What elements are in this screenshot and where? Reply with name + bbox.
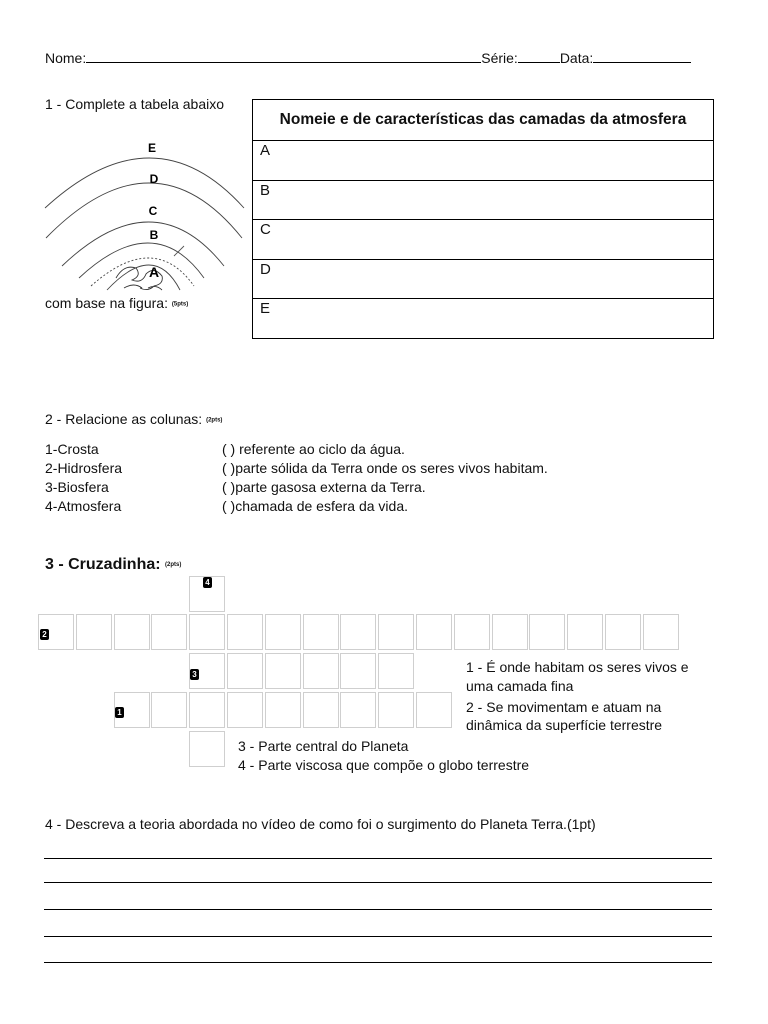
crossword-cell[interactable]	[114, 614, 150, 650]
data-label: Data:	[559, 50, 594, 66]
crossword-cell[interactable]	[378, 653, 414, 689]
crossword-cell[interactable]	[151, 692, 187, 728]
crossword-cell[interactable]	[227, 653, 263, 689]
crossword-cell[interactable]	[340, 614, 376, 650]
match-right-1[interactable]: ( ) referente ao ciclo da água.	[222, 441, 405, 457]
table-header: Nomeie e de características das camadas da atmosfera	[253, 100, 714, 141]
clue-2-line-1: 2 - Se movimentam e atuam na	[466, 699, 662, 715]
match-left-1: 1-Crosta	[45, 441, 99, 457]
diagram-label-d: D	[149, 172, 159, 186]
crossword-cell[interactable]	[378, 614, 414, 650]
table-row-d[interactable]: D	[253, 259, 714, 299]
diagram-label-c: C	[148, 204, 158, 218]
crossword-number-2: 2	[40, 629, 49, 640]
nome-label: Nome:	[45, 50, 87, 66]
crossword-cell[interactable]	[567, 614, 603, 650]
crossword-cell[interactable]	[265, 614, 301, 650]
diagram-label-e: E	[147, 141, 157, 155]
q2-title-row	[45, 411, 222, 427]
crossword-cell[interactable]	[227, 692, 263, 728]
match-row-4	[45, 498, 408, 514]
table-row-b[interactable]: B	[253, 180, 714, 220]
diagram-label-a: A	[148, 264, 160, 280]
crossword-number-4: 4	[203, 577, 212, 588]
diagram-label-b: B	[149, 228, 159, 242]
crossword-cell[interactable]	[416, 692, 452, 728]
crossword-cell[interactable]	[265, 653, 301, 689]
table-row-a[interactable]: A	[253, 141, 714, 181]
layer-d-arc	[46, 183, 242, 238]
crossword-cell[interactable]	[227, 614, 263, 650]
q2-points: (2pts)	[206, 417, 223, 424]
crossword-cell[interactable]	[340, 692, 376, 728]
match-right-3[interactable]: ( )parte gasosa externa da Terra.	[222, 479, 426, 495]
student-header	[45, 48, 715, 66]
crossword-number-1: 1	[115, 707, 124, 718]
table-row-e[interactable]: E	[253, 299, 714, 339]
q1-points: (5pts)	[171, 301, 189, 308]
crossword-cell[interactable]	[189, 692, 225, 728]
serie-field[interactable]	[518, 48, 560, 63]
clue-4: 4 - Parte viscosa que compõe o globo terrestre	[238, 757, 530, 773]
answer-line-5[interactable]	[44, 962, 712, 963]
q3-title-row	[45, 556, 181, 574]
crossword-cell[interactable]	[265, 692, 301, 728]
match-left-4: 4-Atmosfera	[45, 498, 122, 514]
q1-subtitle	[45, 295, 188, 311]
crossword-cell[interactable]	[303, 614, 339, 650]
match-row-3	[45, 479, 426, 495]
crossword-number-3: 3	[190, 669, 199, 680]
serie-label: Série:	[481, 50, 518, 66]
table-row-c[interactable]: C	[253, 220, 714, 260]
q2-title: 2 - Relacione as colunas:	[45, 411, 203, 427]
answer-line-2[interactable]	[44, 882, 712, 883]
clue-1-line-2: uma camada fina	[466, 678, 574, 694]
layer-b-inner-arc	[91, 258, 194, 286]
q1-title: 1 - Complete a tabela abaixo	[45, 96, 224, 112]
clue-3: 3 - Parte central do Planeta	[238, 738, 409, 754]
match-row-1	[45, 441, 405, 457]
match-left-3: 3-Biosfera	[45, 479, 109, 495]
match-right-4[interactable]: ( )chamada de esfera da vida.	[222, 498, 408, 514]
match-right-2[interactable]: ( )parte sólida da Terra onde os seres vivos habitam.	[222, 460, 548, 476]
crossword-cell[interactable]	[303, 653, 339, 689]
atmosphere-layers-diagram	[44, 138, 249, 294]
crossword-cell[interactable]	[151, 614, 187, 650]
answer-line-3[interactable]	[44, 909, 712, 910]
crossword-cell[interactable]	[189, 731, 225, 767]
crossword-cell[interactable]	[643, 614, 679, 650]
crossword-cell[interactable]	[605, 614, 641, 650]
crossword-cell[interactable]	[303, 692, 339, 728]
atmosphere-layers-table	[252, 99, 714, 339]
crossword-cell[interactable]	[416, 614, 452, 650]
match-row-2	[45, 460, 548, 476]
crossword-cell[interactable]	[492, 614, 528, 650]
layer-c-arc	[62, 222, 224, 266]
match-left-2: 2-Hidrosfera	[45, 460, 123, 476]
answer-line-4[interactable]	[44, 936, 712, 937]
clue-2-line-2: dinâmica da superfície terrestre	[466, 717, 663, 733]
crossword-cell[interactable]	[340, 653, 376, 689]
q1-subtitle-text: com base na figura:	[45, 295, 168, 311]
q3-points: (2pts)	[165, 561, 182, 568]
crossword-cell[interactable]	[76, 614, 112, 650]
crossword-cell[interactable]	[529, 614, 565, 650]
q4-title: 4 - Descreva a teoria abordada no vídeo de como foi o surgimento do Planeta Terra.(1pt)	[45, 816, 596, 832]
earth-outline	[107, 265, 180, 290]
crossword-cell[interactable]	[189, 614, 225, 650]
layer-b-arc	[79, 243, 204, 278]
clue-1-line-1: 1 - É onde habitam os seres vivos e	[466, 659, 689, 675]
data-field[interactable]	[593, 48, 691, 63]
answer-line-1[interactable]	[44, 858, 712, 859]
crossword-cell[interactable]	[378, 692, 414, 728]
crossword-cell[interactable]	[454, 614, 490, 650]
q3-title: 3 - Cruzadinha:	[45, 556, 161, 573]
nome-field[interactable]	[86, 48, 481, 63]
